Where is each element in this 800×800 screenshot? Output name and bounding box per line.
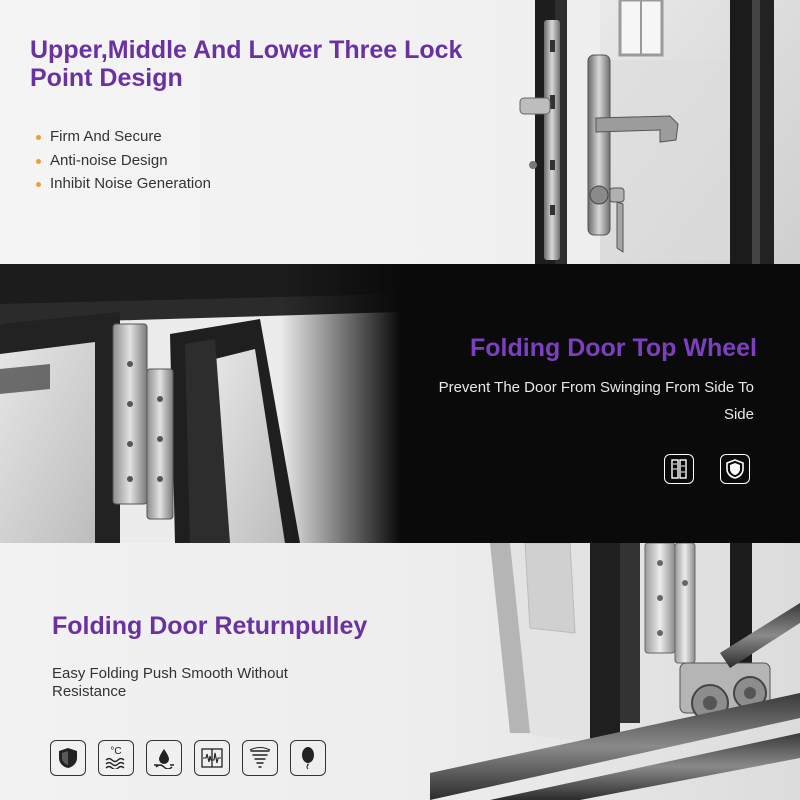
temperature-icon (98, 740, 134, 776)
shield-icon (720, 454, 750, 484)
top-wheel-section (0, 264, 800, 543)
door-hinge-photo (0, 264, 400, 543)
feature-icon-row (50, 740, 326, 776)
lock-point-section (0, 0, 800, 264)
top-wheel-icon-row (664, 454, 750, 484)
balloon-icon (290, 740, 326, 776)
feature-item: Inhibit Noise Generation (36, 174, 211, 198)
temperature-label: °C (110, 746, 122, 757)
soundproof-icon (194, 740, 230, 776)
profile-icon (664, 454, 694, 484)
return-pulley-title: Folding Door Returnpulley (52, 612, 368, 640)
door-lock-photo (500, 0, 800, 264)
return-pulley-section (0, 543, 800, 800)
waterproof-icon (146, 740, 182, 776)
shield-icon (50, 740, 86, 776)
top-wheel-title: Folding Door Top Wheel (470, 334, 757, 362)
return-pulley-description: Easy Folding Push Smooth Without Resistance (52, 665, 288, 700)
feature-item: Anti-noise Design (36, 151, 211, 175)
lock-point-title: Upper,Middle And Lower Three Lock Point Design (30, 36, 463, 92)
door-pulley-photo (430, 543, 800, 800)
windproof-icon (242, 740, 278, 776)
feature-item: Firm And Secure (36, 127, 211, 151)
lock-point-feature-list (36, 127, 211, 198)
top-wheel-description: Prevent The Door From Swinging From Side To Side (438, 379, 754, 423)
